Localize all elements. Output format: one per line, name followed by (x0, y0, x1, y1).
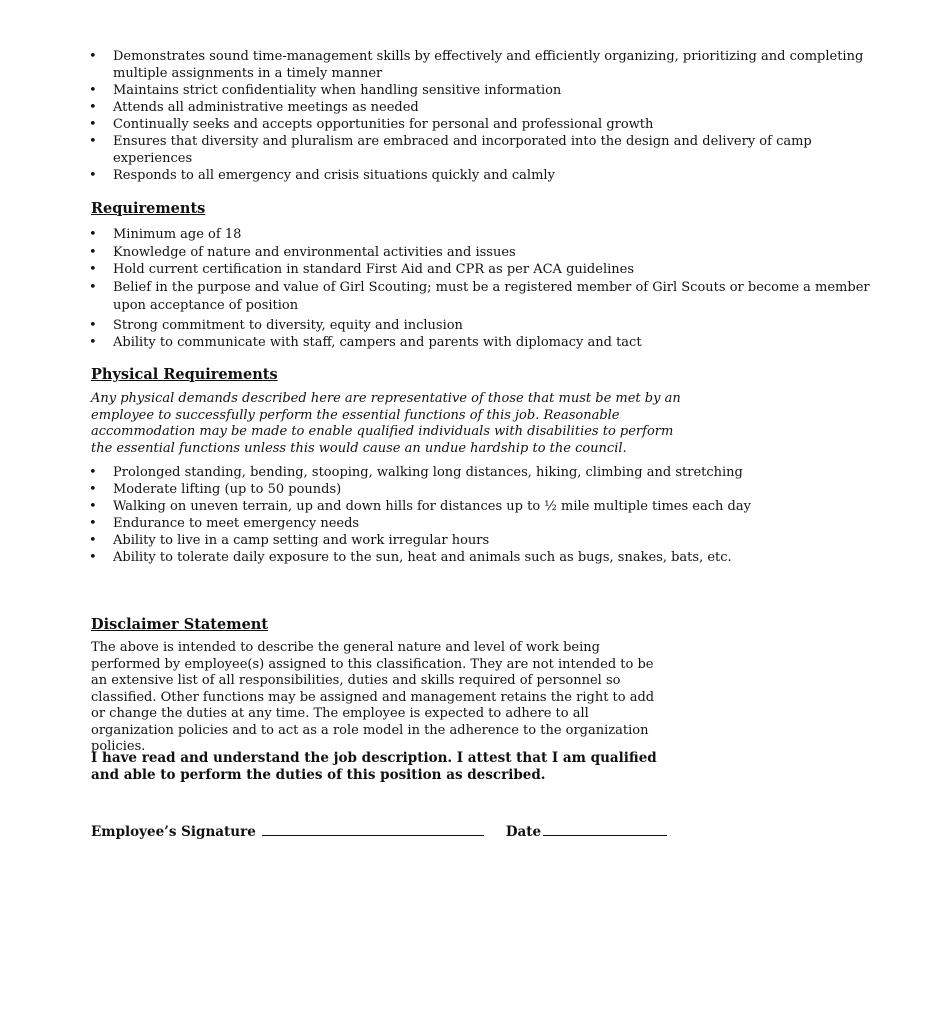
list-item: • Minimum age of 18 (113, 226, 883, 243)
list-item: • Ability to live in a camp setting and work irregular hours (113, 532, 883, 549)
employee-signature-label: Employee’s Signature (91, 824, 256, 840)
date-field[interactable] (543, 824, 667, 836)
list-item: • Attends all administrative meetings as needed (113, 99, 883, 116)
list-item: • Ability to communicate with staff, campers and parents with diplomacy and tact (113, 334, 883, 351)
list-item: • Demonstrates sound time-management skills by effectively and efficiently organizing, prioritizing and completing multiple assignments in a timely manner (113, 48, 883, 82)
list-item: • Ensures that diversity and pluralism are embraced and incorporated into the design and delivery of camp experiences (113, 133, 883, 167)
list-item: • Continually seeks and accepts opportunities for personal and professional growth (113, 116, 883, 133)
list-item: • Knowledge of nature and environmental activities and issues (113, 244, 883, 261)
list-item: • Walking on uneven terrain, up and down hills for distances up to ½ mile multiple times each day (113, 498, 883, 515)
list-item: • Responds to all emergency and crisis situations quickly and calmly (113, 167, 883, 184)
list-item: • Maintains strict confidentiality when handling sensitive information (113, 82, 883, 99)
date-label: Date (505, 824, 542, 840)
list-item: • Moderate lifting (up to 50 pounds) (113, 481, 883, 498)
list-item: • Strong commitment to diversity, equity and inclusion (113, 317, 883, 334)
requirements-list (0, 226, 943, 352)
employee-signature-field[interactable] (262, 824, 484, 836)
list-item: • Hold current certification in standard First Aid and CPR as per ACA guidelines (113, 261, 883, 278)
list-item: • Prolonged standing, bending, stooping, walking long distances, hiking, climbing and stretching (113, 464, 883, 481)
physical-requirements-list (0, 464, 943, 566)
attestation-statement: I have read and understand the job description. I attest that I am qualified and able to perform the duties of this position as described. (91, 750, 657, 783)
list-item: • Ability to tolerate daily exposure to the sun, heat and animals such as bugs, snakes, bats, etc. (113, 549, 883, 566)
requirements-heading: Requirements (91, 200, 206, 217)
list-item: • Endurance to meet emergency needs (113, 515, 883, 532)
signature-row (91, 824, 667, 840)
disclaimer-heading: Disclaimer Statement (91, 616, 269, 633)
list-item: • Belief in the purpose and value of Girl Scouting; must be a registered member of Girl Scouts or become a member upon acceptance of position (113, 279, 883, 315)
physical-requirements-intro: Any physical demands described here are representative of those that must be met by an employee to successfully perform the essential functions of this job. Reasonable accommodation may be made to enable qualified individuals with disabilities to perform the essential functions unless this would cause an undue hardship to the council. (91, 391, 681, 456)
disclaimer-body: The above is intended to describe the general nature and level of work being performed by employee(s) assigned to this classification. They are not intended to be an extensive list of all responsibilities, duties and skills required of personnel so classified. Other functions may be assigned and management retains the right to add or change the duties at any time. The employee is expected to adhere to all organization policies and to act as a role model in the adherence to the organization policies. (91, 640, 655, 754)
duties-list (0, 48, 943, 184)
physical-requirements-heading: Physical Requirements (91, 366, 278, 383)
